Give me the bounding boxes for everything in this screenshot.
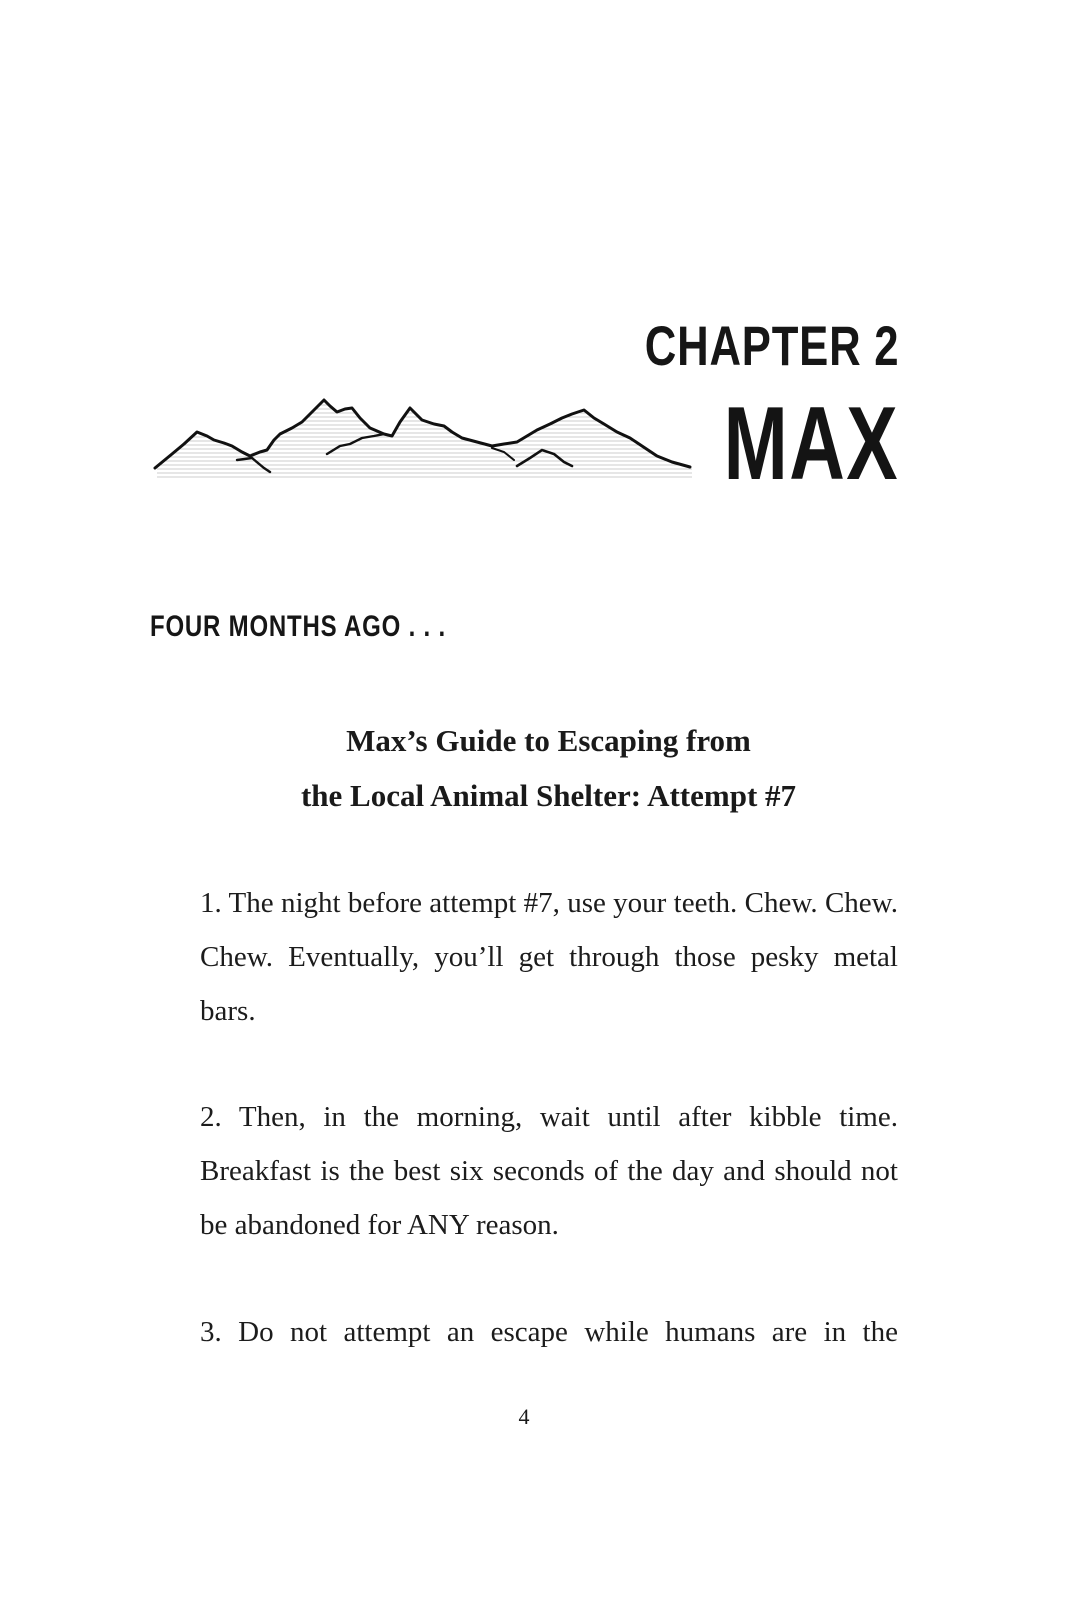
guide-title-line-2: the Local Animal Shelter: Attempt #7 [300,778,797,813]
mountain-range-icon [152,388,697,488]
step-paragraph-3: 3. Do not attempt an escape while humans are in the [200,1316,898,1348]
step-paragraph-1: 1. The night before attempt #7, use your teeth. Chew. Chew. Chew. Eventually, you’ll get through those pesky metal bars. [200,887,898,1027]
page-number: 4 [518,1404,530,1429]
mountain-shading [157,402,692,480]
chapter-title: MAX [723,386,899,502]
timeframe-heading: FOUR MONTHS AGO . . . [150,610,446,643]
step-paragraph-2: 2. Then, in the morning, wait until after kibble time. Breakfast is the best six seconds of the day and should not be abandoned for ANY reason. [200,1101,898,1241]
chapter-number: CHAPTER 2 [644,314,899,377]
guide-title-line-1: Max’s Guide to Escaping from [346,723,751,758]
